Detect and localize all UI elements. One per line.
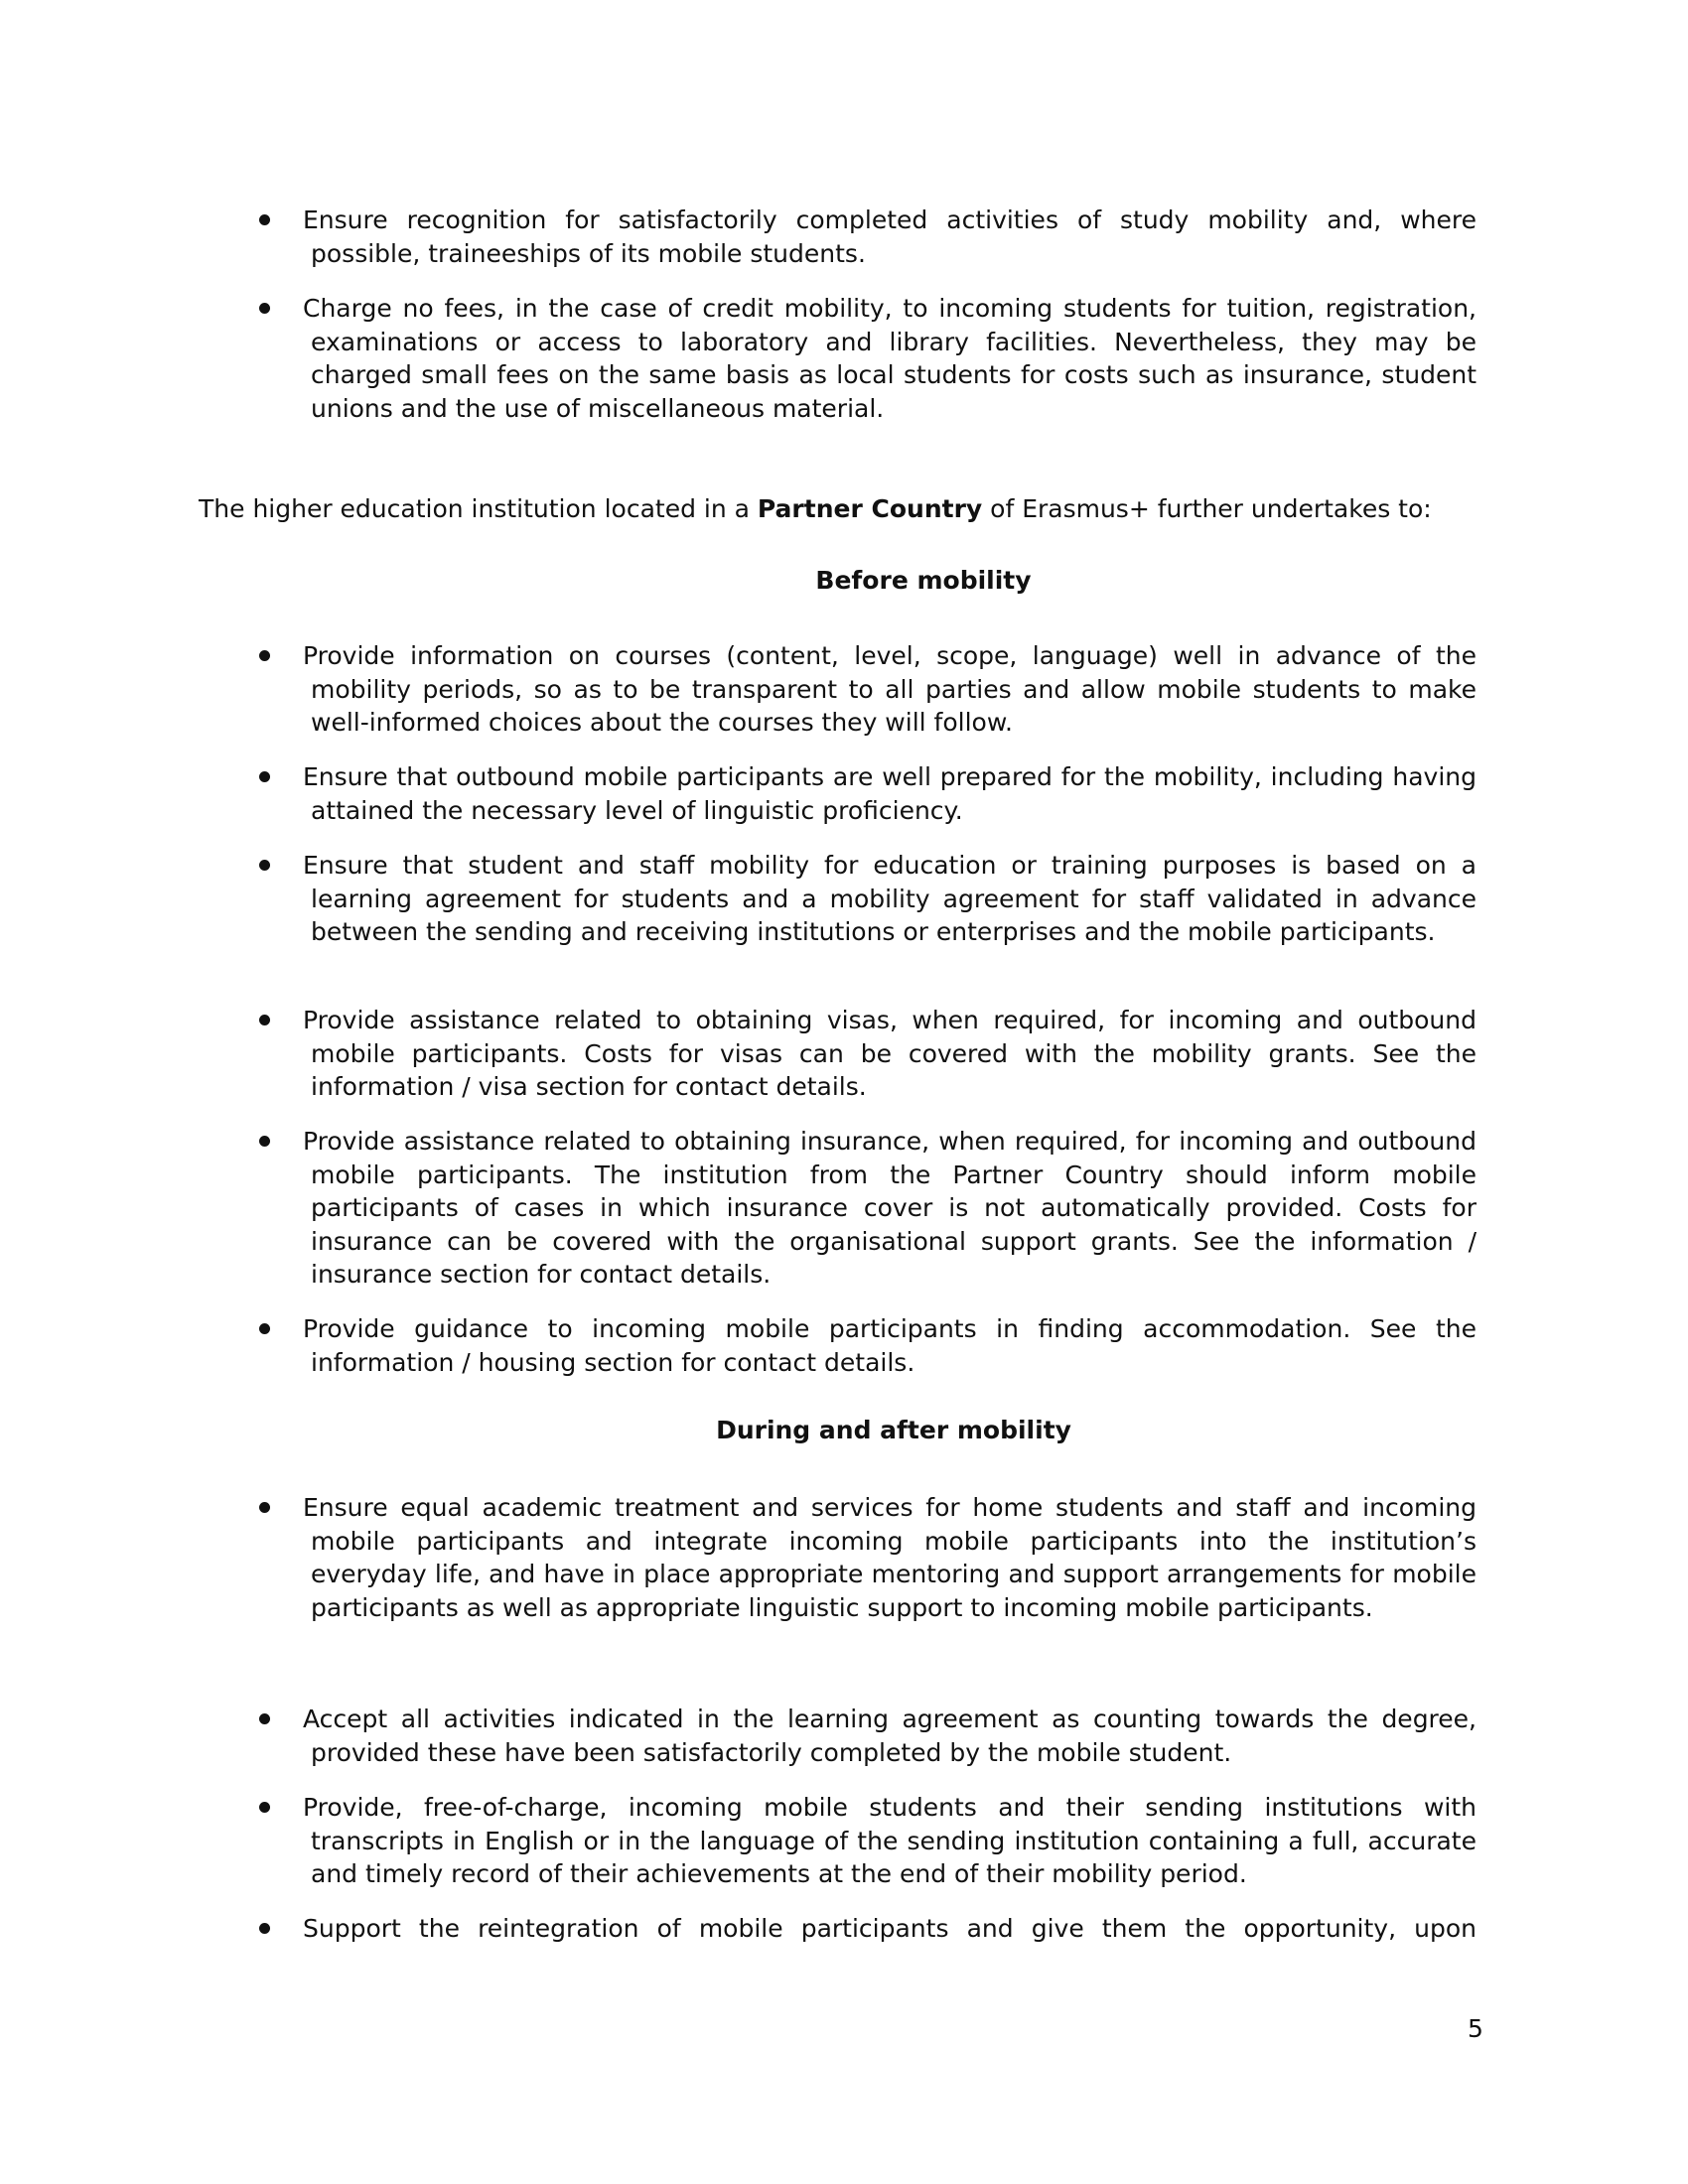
bullet-icon — [259, 303, 270, 314]
list-item-text: Provide, free-of-charge, incoming mobile students and their sending institutions with transcripts in English or in the language of the sending institution containing a full, accurate and timely record of their achievements at the end of their mobility period. — [303, 1793, 1477, 1888]
section-heading-before-mobility: Before mobility — [815, 566, 1032, 595]
list-item — [253, 292, 1477, 425]
list-item-text: Ensure that student and staff mobility for education or training purposes is based on a learning agreement for students and a mobility agreement for staff validated in advance between the sending and receiving institutions or enterprises and the mobile participants. — [303, 851, 1477, 946]
page-number: 5 — [1468, 2014, 1483, 2043]
bullet-icon — [259, 860, 270, 871]
list-item — [253, 1125, 1477, 1292]
list-item-text: Support the reintegration of mobile participants and give them the opportunity, upon — [303, 1914, 1477, 1943]
list-item-text: Provide assistance related to obtaining visas, when required, for incoming and outbound mobile participants. Costs for visas can be covered with the mobility grants. See the information / visa section for contact details. — [303, 1006, 1477, 1101]
list-item-text: Provide information on courses (content, level, scope, language) well in advance of the mobility periods, so as to be transparent to all parties and allow mobile students to make well-informed choices about the courses they will follow. — [303, 641, 1477, 737]
bullet-icon — [259, 1323, 270, 1334]
list-item-text: Accept all activities indicated in the learning agreement as counting towards the degree, provided these have been satisfactorily completed by the mobile student. — [303, 1705, 1477, 1767]
list-item-text: Provide guidance to incoming mobile participants in finding accommodation. See the information / housing section for contact details. — [303, 1314, 1477, 1377]
paragraph-text-after: of Erasmus+ further undertakes to: — [982, 494, 1432, 523]
bullet-icon — [259, 650, 270, 661]
list-item-text: Charge no fees, in the case of credit mobility, to incoming students for tuition, registration, examinations or access to laboratory and library facilities. Nevertheless, they may be charged small fees on the same basis as local students for costs such as insurance, student unions and the use of miscellaneous material. — [303, 294, 1477, 423]
paragraph-text-before: The higher education institution located in a — [199, 494, 758, 523]
list-item-text: Provide assistance related to obtaining insurance, when required, for incoming and outbound mobile participants. The institution from the Partner Country should inform mobile participants of cases in which insurance cover is not automatically provided. Costs for insurance can be covered with the organisational support grants. See the information / insurance section for contact details. — [303, 1127, 1477, 1289]
list-item — [253, 1004, 1477, 1104]
bullet-icon — [259, 1502, 270, 1513]
list-item — [253, 204, 1477, 270]
list-item-text: Ensure recognition for satisfactorily completed activities of study mobility and, where possible, traineeships of its mobile students. — [303, 205, 1477, 268]
list-item — [253, 1703, 1477, 1769]
bullet-icon — [259, 1015, 270, 1025]
section-heading-during-after-mobility: During and after mobility — [716, 1416, 1071, 1444]
list-item — [253, 1312, 1477, 1379]
list-item — [253, 1491, 1477, 1624]
list-item — [253, 760, 1477, 827]
list-item — [253, 1791, 1477, 1891]
bullet-icon — [259, 771, 270, 782]
bullet-icon — [259, 1923, 270, 1934]
bullet-icon — [259, 1136, 270, 1147]
bullet-icon — [259, 1802, 270, 1813]
bullet-icon — [259, 1713, 270, 1724]
list-item — [253, 639, 1477, 740]
list-item — [253, 1912, 1477, 1946]
partner-country-term: Partner Country — [757, 494, 983, 523]
list-item — [253, 849, 1477, 949]
bullet-icon — [259, 214, 270, 225]
list-item-text: Ensure that outbound mobile participants are well prepared for the mobility, including having attained the necessary level of linguistic proficiency. — [303, 762, 1477, 825]
partner-country-paragraph — [199, 492, 1477, 526]
list-item-text: Ensure equal academic treatment and services for home students and staff and incoming mobile participants and integrate incoming mobile participants into the institution’s everyday life, and have in place appropriate mentoring and support arrangements for mobile participants as well as appropriate linguistic support to incoming mobile participants. — [303, 1493, 1477, 1622]
